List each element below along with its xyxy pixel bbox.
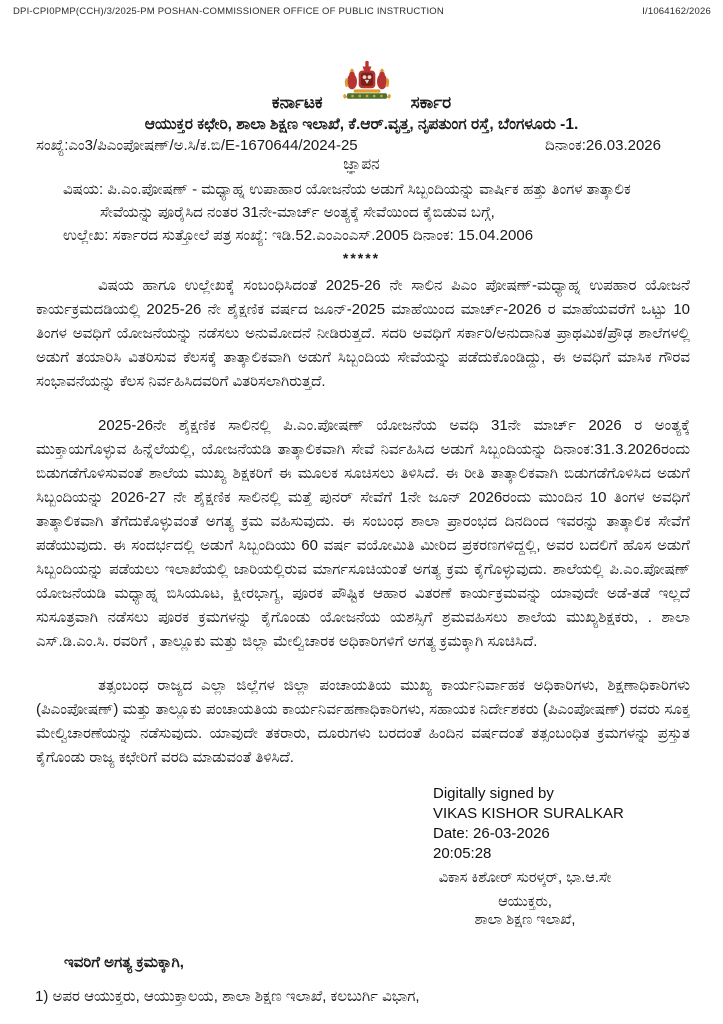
body-paragraph: ವಿಷಯ ಹಾಗೂ ಉಲ್ಲೇಖಕ್ಕೆ ಸಂಬಂಧಿಸಿದಂತೆ 2025-26 ನೇ ಸಾಲಿನ ಪಿಎಂ ಪೋಷಣ್-ಮಧ್ಯಾಹ್ನ ಉಪಹಾರ ಯೋಜನೆ ಕಾರ್ಯಕ್ರಮದಡಿಯಲ್ಲಿ 2025-26 ನೇ ಶೈಕ್ಷಣಿಕ ವರ್ಷದ ಜೂನ್-2025 ಮಾಹೆಯಿಂದ ಮಾರ್ಚ್-2026 ರ ಮಾಹೆಯವರೆಗೆ ಒಟ್ಟು 10 ತಿಂಗಳ ಅವಧಿಗೆ ಯೋಜನೆಯನ್ನು ನಡೆಸಲು ಅನುಮೋದನೆ ನೀಡಿರುತ್ತದೆ. ಸದರಿ ಅವಧಿಗೆ ಸರ್ಕಾರಿ/ಅನುದಾನಿತ ಪ್ರಾಥಮಿಕ/ಪ್ರೌಢ ಶಾಲೆಗಳಲ್ಲಿ ಅಡುಗೆ ತಯಾರಿಸಿ ವಿತರಿಸುವ ಕೆಲಸಕ್ಕೆ ತಾತ್ಕಾಲಿಕವಾಗಿ ಅಡುಗೆ ಸಿಬ್ಬಂದಿಯ ಸೇವೆಯನ್ನು ಪಡೆದುಕೊಂಡಿದ್ದು, ಈ ಅವಧಿಗೆ ಮಾಸಿಕ ಗೌರವ ಸಂಭಾವನೆಯನ್ನು ಕೆಲಸ ನಿರ್ವಹಿಸಿದವರಿಗೆ ವಿತರಿಸಲಾಗಿರುತ್ತದೆ. <box>36 277 690 390</box>
subject-line <box>63 178 683 224</box>
office-address: ಆಯುಕ್ತರ ಕಛೇರಿ, ಶಾಲಾ ಶಿಕ್ಷಣ ಇಲಾಖೆ, ಕೆ.ಆರ್.ವೃತ್ತ, ನೃಪತುಂಗ ರಸ್ತೆ, ಬೆಂಗಳೂರು -1. <box>144 116 579 133</box>
recipient-list <box>35 985 690 1008</box>
letterhead <box>0 57 723 134</box>
subject-block <box>63 178 683 247</box>
subject-label: ವಿಷಯ: <box>63 181 104 198</box>
action-heading: ಇವರಿಗೆ ಅಗತ್ಯ ಕ್ರಮಕ್ಕಾಗಿ, <box>64 954 184 971</box>
signatory-name: ವಿಕಾಸ ಕಿಶೋರ್ ಸುರಳ್ಕರ್, ಭಾ.ಆ.ಸೇ <box>438 870 612 886</box>
reference-line <box>63 224 683 247</box>
government-title-left: ಕರ್ನಾಟಕ <box>271 93 323 112</box>
document-id: I/1064162/2026 <box>642 6 711 17</box>
reference-row <box>0 134 723 154</box>
recipient-item: 1) ಅಪರ ಆಯುಕ್ತರು, ಆಯುಕ್ತಾಲಯ, ಶಾಲಾ ಶಿಕ್ಷಣ ಇಲಾಖೆ, ಕಲಬುರ್ಗಿ ವಿಭಾಗ, <box>35 988 420 1005</box>
digital-signature-block <box>375 784 675 864</box>
reference-label: ಉಲ್ಲೇಖ: <box>63 227 109 244</box>
letter-date: ದಿನಾಂಕ:26.03.2026 <box>545 137 661 154</box>
file-reference: DPI-CPI0PMP(CCH)/3/2025-PM POSHAN-COMMISSIONER OFFICE OF PUBLIC INSTRUCTION <box>13 6 444 17</box>
reference-text: ಸರ್ಕಾರದ ಸುತ್ತೋಲೆ ಪತ್ರ ಸಂಖ್ಯೆ: ಇಡಿ.52.ಎಂಎಂಎಸ್.2005 ದಿನಾಂಕ: 15.04.2006 <box>112 227 534 244</box>
digital-signature-line: 20:05:28 <box>433 845 492 862</box>
memo-title: ಜ್ಞಾಪನ <box>343 156 380 173</box>
subject-text: ಪಿ.ಎಂ.ಪೋಷಣ್ - ಮಧ್ಯಾಹ್ನ ಉಪಾಹಾರ ಯೋಜನೆಯ ಅಡುಗೆ ಸಿಬ್ಬಂದಿಯನ್ನು ವಾರ್ಷಿಕ ಹತ್ತು ತಿಂಗಳ ತಾತ್ಕಾಲಿಕ ಸೇವೆಯನ್ನು ಪೂರೈಸಿದ ನಂತರ 31ನೇ-ಮಾರ್ಚ್ ಅಂತ್ಯಕ್ಕೆ ಸೇವೆಯಿಂದ ಕೈಬಿಡುವ ಬಗ್ಗೆ, <box>100 181 631 221</box>
document-header <box>0 0 723 17</box>
signatory-department: ಶಾಲಾ ಶಿಕ್ಷಣ ಇಲಾಖೆ, <box>474 912 576 928</box>
digital-signature-line: VIKAS KISHOR SURALKAR <box>433 805 624 822</box>
letter-body <box>36 274 690 770</box>
government-title-right: ಸರ್ಕಾರ <box>410 93 452 112</box>
signature-section <box>375 784 675 928</box>
asterisk-separator: ***** <box>342 250 381 266</box>
digital-signature-line: Date: 26-03-2026 <box>433 825 550 842</box>
body-paragraph: ತತ್ಸಂಬಂಧ ರಾಜ್ಯದ ಎಲ್ಲಾ ಜಿಲ್ಲೆಗಳ ಜಿಲ್ಲಾ ಪಂಚಾಯತಿಯ ಮುಖ್ಯ ಕಾರ್ಯನಿರ್ವಾಹಕ ಅಧಿಕಾರಿಗಳು, ಶಿಕ್ಷಣಾಧಿಕಾರಿಗಳು (ಪಿಎಂಪೋಷಣ್) ಮತ್ತು ತಾಲ್ಲೂಕು ಪಂಚಾಯತಿಯ ಕಾರ್ಯನಿರ್ವಹಣಾಧಿಕಾರಿಗಳು, ಸಹಾಯಕ ನಿರ್ದೇಶಕರು (ಪಿಎಂಪೋಷಣ್) ರವರು ಸೂಕ್ತ ಮೇಲ್ವಿಚಾರಣೆಯನ್ನು ನಡೆಸುವುದು. ಯಾವುದೇ ತಕರಾರು, ದೂರುಗಳು ಬರದಂತೆ ಹಿಂದಿನ ವರ್ಷದಂತೆ ತತ್ಸಂಬಂಧಿತ ಕ್ರಮಗಳನ್ನು ಪ್ರಸ್ತುತ ಕೈಗೊಂಡು ರಾಜ್ಯ ಕಛೇರಿಗೆ ವರದಿ ಮಾಡುವಂತೆ ತಿಳಿಸಿದೆ. <box>36 677 690 766</box>
body-paragraph: 2025-26ನೇ ಶೈಕ್ಷಣಿಕ ಸಾಲಿನಲ್ಲಿ ಪಿ.ಎಂ.ಪೋಷಣ್ ಯೋಜನೆಯ ಅವಧಿ 31ನೇ ಮಾರ್ಚ್ 2026 ರ ಅಂತ್ಯಕ್ಕೆ ಮುಕ್ತಾಯಗೊಳ್ಳುವ ಹಿನ್ನೆಲೆಯಲ್ಲಿ, ಯೋಜನೆಯಡಿ ತಾತ್ಕಾಲಿಕವಾಗಿ ಸೇವೆ ನಿರ್ವಹಿಸಿದ ಅಡುಗೆ ಸಿಬ್ಬಂದಿಯನ್ನು ದಿನಾಂಕ:31.3.2026ರಂದು ಬಿಡುಗಡೆಗೊಳಿಸುವಂತೆ ಶಾಲೆಯ ಮುಖ್ಯ ಶಿಕ್ಷಕರಿಗೆ ಈ ಮೂಲಕ ಸೂಚಿಸಲು ತಿಳಿಸಿದೆ. ಈ ರೀತಿ ತಾತ್ಕಾಲಿಕವಾಗಿ ಬಿಡುಗಡೆಗೊಳಿಸಿದ ಅಡುಗೆ ಸಿಬ್ಬಂದಿಯನ್ನು 2026-27 ನೇ ಶೈಕ್ಷಣಿಕ ಸಾಲಿನಲ್ಲಿ ಮತ್ತೆ ಪುನರ್ ಸೇವೆಗೆ 1ನೇ ಜೂನ್ 2026ರಂದು ಮುಂದಿನ 10 ತಿಂಗಳ ಅವಧಿಗೆ ತಾತ್ಕಾಲಿಕವಾಗಿ ತೆಗೆದುಕೊಳ್ಳುವಂತೆ ಅಗತ್ಯ ಕ್ರಮ ವಹಿಸುವುದು. ಈ ಸಂಬಂಧ ಶಾಲಾ ಪ್ರಾರಂಭದ ದಿನದಿಂದ ಇವರನ್ನು ತಾತ್ಕಾಲಿಕ ಸೇವೆಗೆ ಪಡೆಯುವುದು. ಈ ಸಂದರ್ಭದಲ್ಲಿ ಅಡುಗೆ ಸಿಬ್ಬಂದಿಯು 60 ವರ್ಷ ವಯೋಮಿತಿ ಮೀರಿದ ಪ್ರಕರಣಗಳಿದ್ದಲ್ಲಿ, ಅವರ ಬದಲಿಗೆ ಹೊಸ ಅಡುಗೆ ಸಿಬ್ಬಂದಿಯನ್ನು ಪಡೆಯಲು ಇಲಾಖೆಯಲ್ಲಿ ಜಾರಿಯಲ್ಲಿರುವ ಮಾರ್ಗಸೂಚಿಯಂತೆ ಅಗತ್ಯ ಕ್ರಮ ಕೈಗೊಳ್ಳುವುದು. ಶಾಲೆಯಲ್ಲಿ ಪಿ.ಎಂ.ಪೋಷಣ್ ಯೋಜನೆಯಡಿ ಮಧ್ಯಾಹ್ನ ಬಿಸಿಯೂಟ, ಕ್ಷೀರಭಾಗ್ಯ, ಪೂರಕ ಪೌಷ್ಟಿಕ ಆಹಾರ ವಿತರಣೆ ಕಾರ್ಯಕ್ರಮವನ್ನು ಯಾವುದೇ ಅಡೆ-ತಡೆ ಇಲ್ಲದೆ ಸುಸೂತ್ರವಾಗಿ ನಡೆಸಲು ಪೂರಕ ಕ್ರಮಗಳನ್ನು ಕೈಗೊಂಡು ಯೋಜನೆಯ ಯಶಸ್ಸಿಗೆ ಶ್ರಮವಹಿಸಲು ಶಾಲೆಯ ಮುಖ್ಯಶಿಕ್ಷಕರು, . ಶಾಲಾ ಎಸ್.ಡಿ.ಎಂ.ಸಿ. ರವರಿಗೆ , ತಾಲ್ಲೂಕು ಮತ್ತು ಜಿಲ್ಲಾ ಮೇಲ್ವಿಚಾರಕ ಅಧಿಕಾರಿಗಳಿಗೆ ಅಗತ್ಯ ಕ್ರಮಕ್ಕಾಗಿ ಸೂಚಿಸಿದೆ. <box>36 417 690 650</box>
digital-signature-line: Digitally signed by <box>433 785 554 802</box>
signatory-designation: ಆಯುಕ್ತರು, <box>498 894 552 910</box>
karnataka-state-emblem-icon <box>337 57 397 115</box>
reference-number: ಸಂಖ್ಯೆ:ಎಂ3/ಪಿಎಂಪೋಷಣ್/ಅ.ಸಿ/ಕ.ಬಿ/E-1670644/2024-25 <box>36 137 358 154</box>
